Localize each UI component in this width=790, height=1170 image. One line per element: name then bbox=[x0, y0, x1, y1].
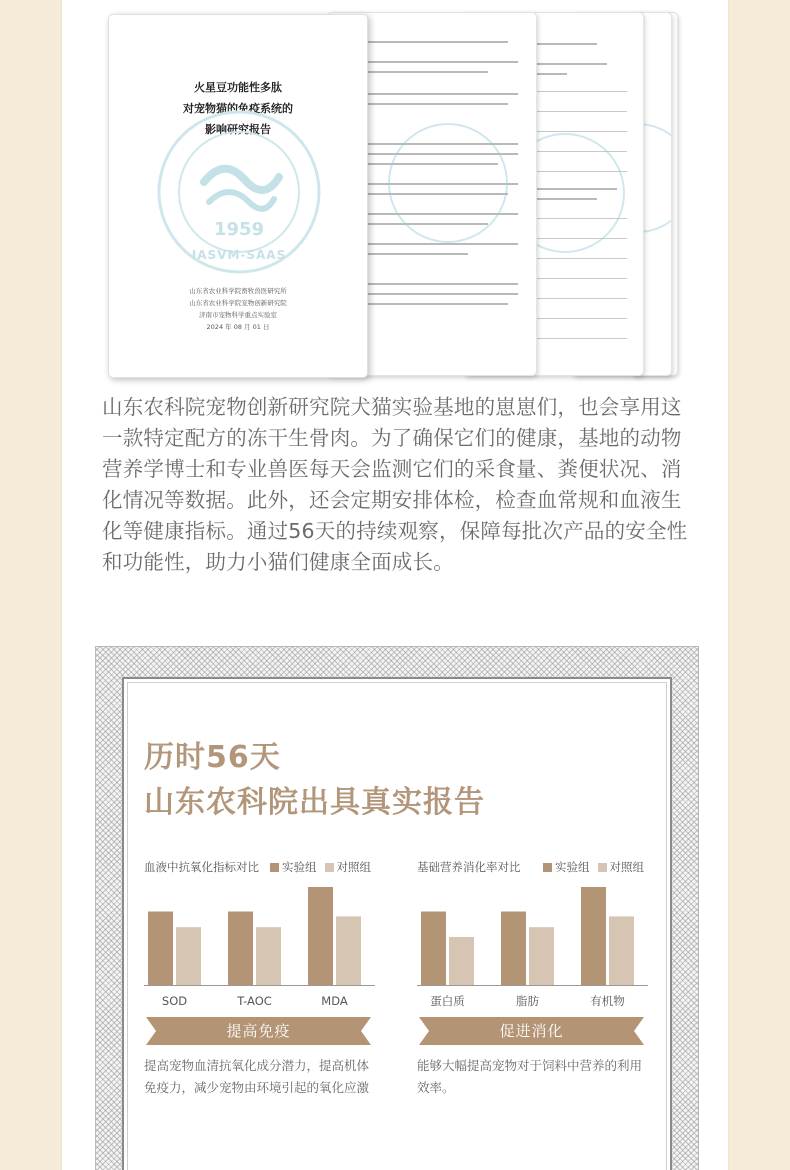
legend-swatch-control bbox=[325, 863, 334, 872]
bar-control-1 bbox=[176, 927, 201, 985]
benefit-desc-digestion: 能够大幅提高宠物对于饲料中营养的利用效率。 bbox=[417, 1058, 643, 1095]
x-tick-label: T-AOC bbox=[237, 994, 272, 1008]
bar-experiment-1 bbox=[148, 912, 173, 986]
legend-swatch-experiment bbox=[270, 863, 279, 872]
report-cover-page bbox=[108, 14, 368, 378]
x-tick-label: SOD bbox=[161, 994, 188, 1008]
report-photo bbox=[102, 10, 682, 378]
x-tick-label: 脂肪 bbox=[516, 994, 539, 1008]
bar-control-2 bbox=[529, 927, 554, 985]
page-column bbox=[62, 0, 728, 1170]
bar-control-3 bbox=[336, 916, 361, 985]
intro-paragraph: 山东农科院宠物创新研究院犬猫实验基地的崽崽们，也会享用这一款特定配方的冻干生骨肉。为了确保它们的健康，基地的动物营养学博士和专业兽医每天会监测它们的采食量、粪便状况、消化情况等数据。此外，还会定期安排体检，检查血常规和血液生化等健康指标。通过56天的持续观察，保障每批次产品的安全性和功能性，助力小猫们健康全面成长。 bbox=[102, 395, 688, 574]
digestibility-bars bbox=[417, 879, 652, 1014]
legend-swatch-control bbox=[598, 863, 607, 872]
bar-control-2 bbox=[256, 927, 281, 985]
chart-legend bbox=[535, 859, 644, 875]
chart-legend bbox=[262, 859, 371, 875]
certificate-headline: 历时56天 山东农科院出具真实报告 bbox=[144, 740, 485, 820]
certificate-panel bbox=[122, 677, 672, 1170]
legend-label-experiment: 实验组 bbox=[282, 860, 317, 874]
benefit-desc-immunity: 提高宠物血清抗氧化成分潜力，提高机体免疫力，减少宠物由环境引起的氧化应激 bbox=[144, 1058, 370, 1095]
legend-swatch-experiment bbox=[543, 863, 552, 872]
bar-experiment-1 bbox=[421, 912, 446, 986]
legend-label-experiment: 实验组 bbox=[555, 860, 590, 874]
institute-emblem-watermark bbox=[154, 107, 324, 277]
bar-control-3 bbox=[609, 916, 634, 985]
x-tick-label: MDA bbox=[321, 994, 348, 1008]
bar-experiment-3 bbox=[581, 887, 606, 985]
benefit-ribbon-digestion bbox=[419, 1017, 644, 1045]
x-tick-label: 有机物 bbox=[590, 994, 625, 1008]
x-tick-label: 蛋白质 bbox=[430, 994, 465, 1008]
bar-experiment-2 bbox=[228, 912, 253, 986]
benefit-title: 促进消化 bbox=[499, 1022, 564, 1040]
chart-title: 基础营养消化率对比 bbox=[417, 860, 521, 874]
bar-control-1 bbox=[449, 937, 474, 985]
chart-title: 血液中抗氧化指标对比 bbox=[144, 860, 259, 874]
bar-experiment-2 bbox=[501, 912, 526, 986]
benefit-title: 提高免疫 bbox=[226, 1022, 291, 1040]
benefit-ribbon-immunity bbox=[146, 1017, 371, 1045]
emblem-year: 1959 bbox=[213, 219, 265, 240]
bar-experiment-3 bbox=[308, 887, 333, 985]
legend-label-control: 对照组 bbox=[609, 860, 644, 874]
report-cover-title: 火星豆功能性多肽 对宠物猫的免疫系统的 影响研究报告 bbox=[183, 81, 293, 136]
certificate-frame bbox=[95, 646, 699, 1170]
digestibility-chart bbox=[417, 859, 652, 1019]
report-cover-orgs: 山东省农业科学院畜牧兽医研究所 山东省农业科学院宠物创新研究院 济南市宠物科学重点实验室 2024 年 08 月 01 日 bbox=[189, 287, 287, 331]
antioxidant-bars bbox=[144, 879, 379, 1014]
antioxidant-chart bbox=[144, 859, 379, 1019]
legend-label-control: 对照组 bbox=[336, 860, 371, 874]
emblem-abbr: IASVM-SAAS bbox=[191, 248, 287, 262]
